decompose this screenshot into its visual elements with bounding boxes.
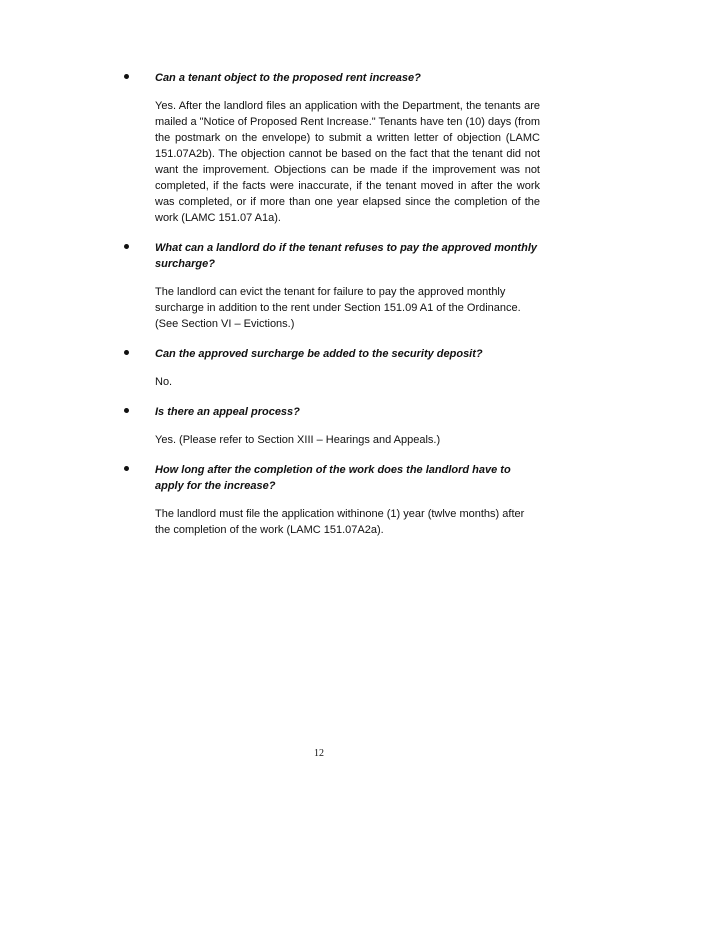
bullet-icon <box>124 74 129 79</box>
faq-list <box>118 70 548 552</box>
page-number: 12 <box>314 748 324 759</box>
faq-question: What can a landlord do if the tenant refuses to pay the approved monthly surcharge? <box>155 242 537 270</box>
faq-item-application-deadline <box>118 462 548 538</box>
bullet-icon <box>124 408 129 413</box>
faq-item-tenant-refuses <box>118 240 548 332</box>
faq-item-appeal-process <box>118 404 548 448</box>
faq-answer: The landlord can evict the tenant for failure to pay the approved monthly surcharge in addition to the rent under Section 151.09 A1 of the Ordinance. (See Section VI – Evictions.) <box>155 286 521 330</box>
faq-item-tenant-object <box>118 70 548 226</box>
faq-answer: Yes. After the landlord files an application with the Department, the tenants are mailed a "Notice of Proposed Rent Increase." Tenants have ten (10) days (from the postmark on the envelope) to submit a written letter of objection (LAMC 151.07A2b). The objection cannot be based on the fact that the tenant did not want the improvement. Objections can be made if the improvement was not completed, if the facts were inaccurate, if the tenant moved in after the work was completed, or if more than one year elapsed since the completion of the work (LAMC 151.07 A1a). <box>155 100 540 224</box>
faq-answer: The landlord must file the application withinone (1) year (twlve months) after the completion of the work (LAMC 151.07A2a). <box>155 508 525 536</box>
faq-question: Can a tenant object to the proposed rent increase? <box>155 72 421 84</box>
faq-item-security-deposit <box>118 346 548 390</box>
faq-question: Can the approved surcharge be added to the security deposit? <box>155 348 483 360</box>
faq-answer: Yes. (Please refer to Section XIII – Hearings and Appeals.) <box>155 434 441 446</box>
bullet-icon <box>124 244 129 249</box>
bullet-icon <box>124 350 129 355</box>
faq-answer: No. <box>155 376 173 388</box>
faq-question: Is there an appeal process? <box>155 406 300 418</box>
bullet-icon <box>124 466 129 471</box>
faq-question: How long after the completion of the work does the landlord have to apply for the increase? <box>155 464 511 492</box>
